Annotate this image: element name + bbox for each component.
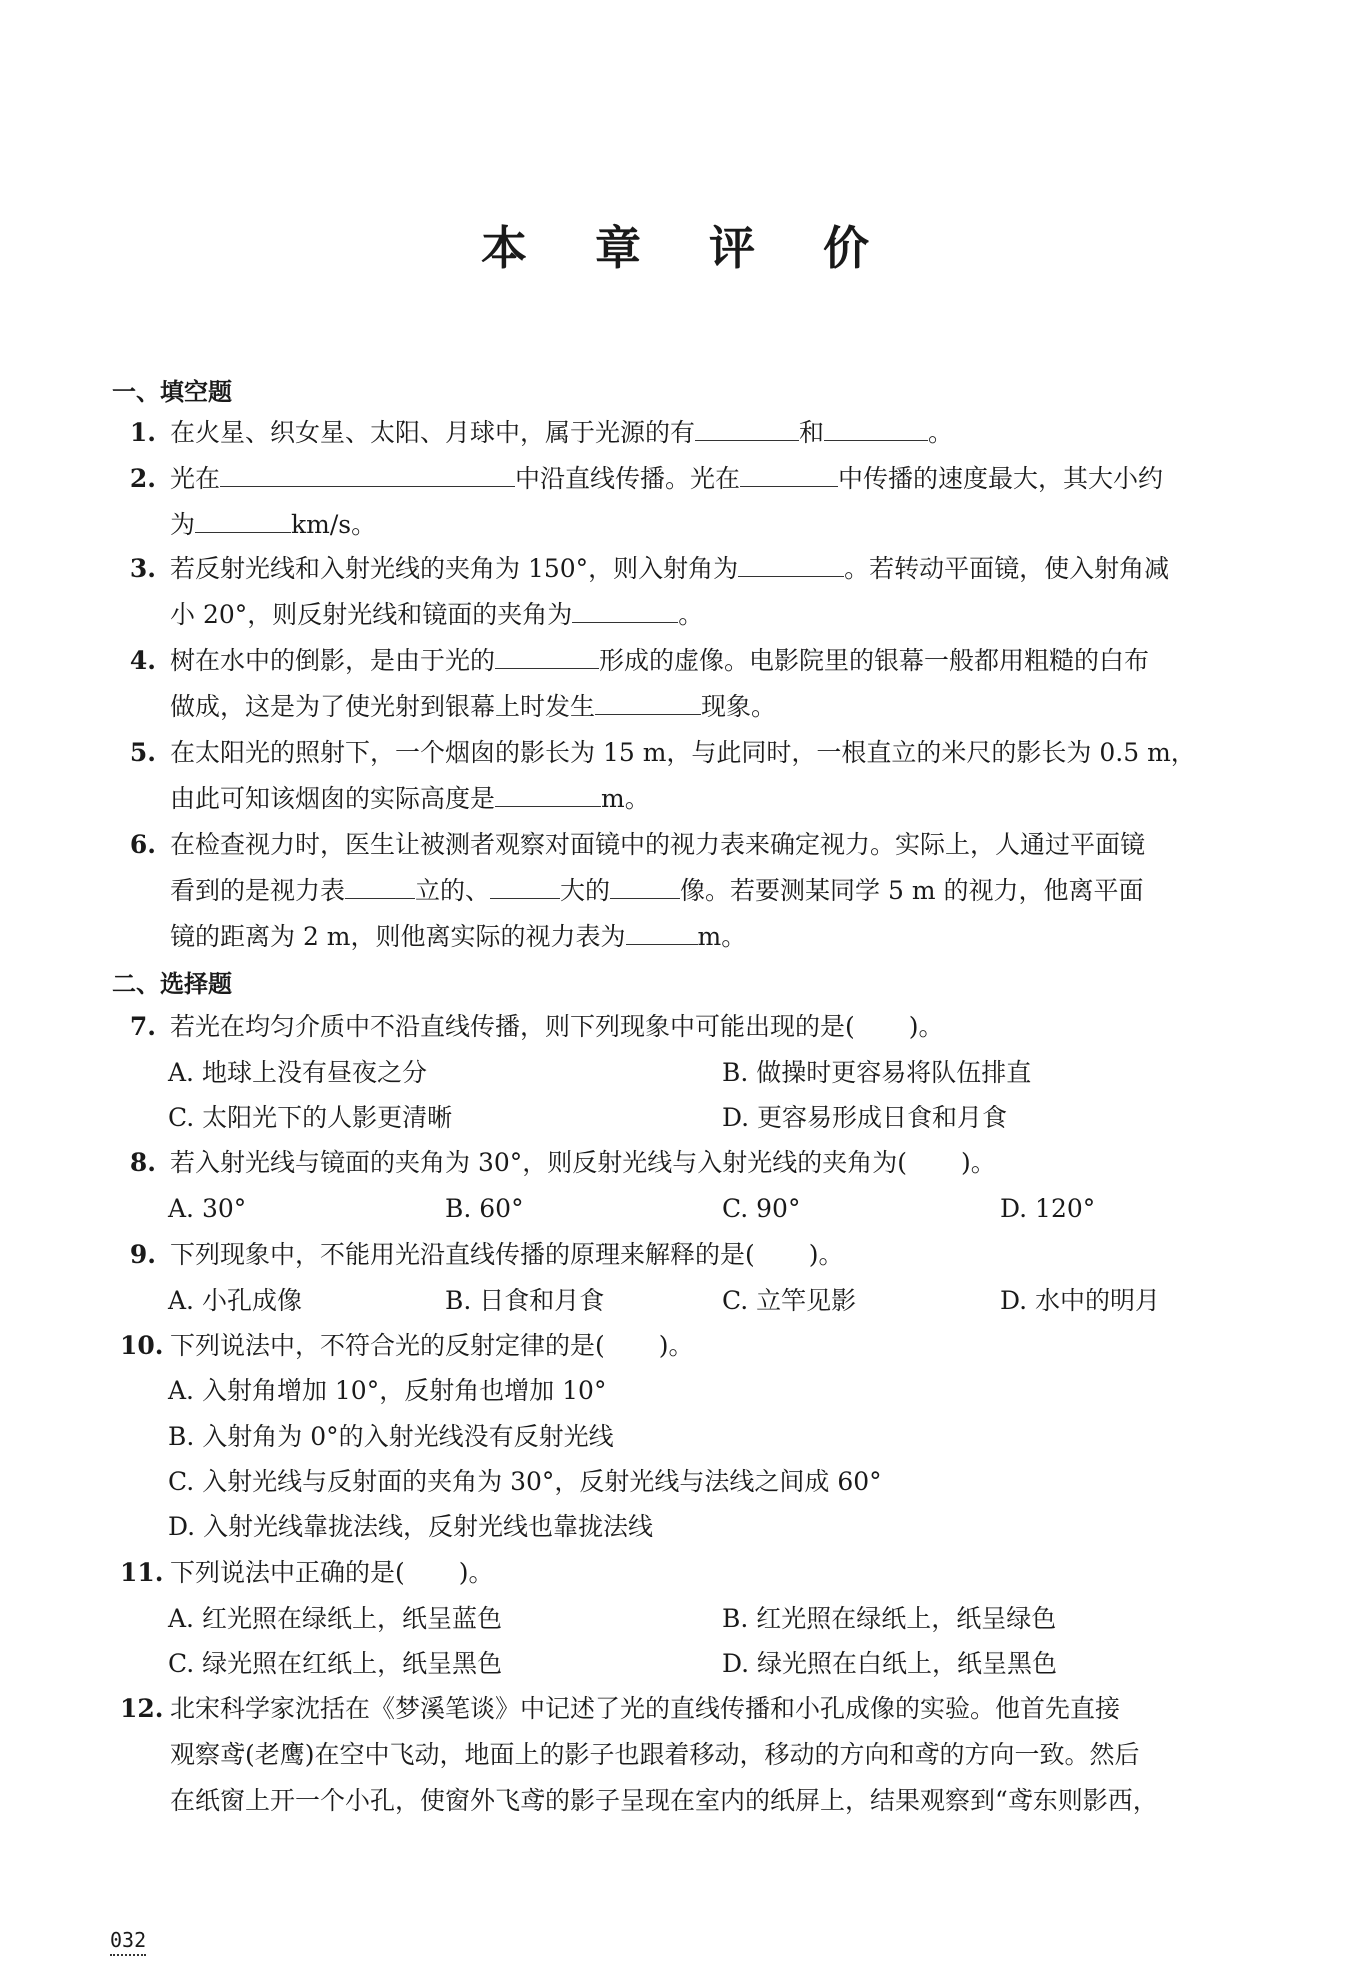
question-2 bbox=[170, 456, 1240, 502]
question-11 bbox=[170, 1550, 1240, 1596]
question-text: m。 bbox=[697, 922, 747, 951]
option-c[interactable]: C. 90° bbox=[722, 1194, 801, 1223]
question-text: )。 bbox=[908, 1012, 944, 1041]
option-a[interactable]: A. 地球上没有昼夜之分 bbox=[168, 1058, 427, 1087]
question-text: 下列现象中，不能用光沿直线传播的原理来解释的是( bbox=[170, 1240, 755, 1269]
question-text: 下列说法中，不符合光的反射定律的是( bbox=[170, 1331, 605, 1360]
question-5 bbox=[170, 730, 1240, 776]
answer-blank[interactable] bbox=[610, 870, 680, 899]
question-text: 在火星、织女星、太阳、月球中，属于光源的有 bbox=[170, 418, 696, 447]
question-text: 光在 bbox=[170, 464, 221, 493]
question-text: 大的 bbox=[560, 876, 611, 905]
option-c[interactable]: C. 入射光线与反射面的夹角为 30°，反射光线与法线之间成 60° bbox=[168, 1467, 882, 1496]
option-b[interactable]: B. 日食和月食 bbox=[445, 1286, 605, 1315]
question-text: 镜的距离为 2 m，则他离实际的视力表为 bbox=[170, 922, 626, 951]
option-d[interactable]: D. 水中的明月 bbox=[1000, 1286, 1161, 1315]
question-8 bbox=[170, 1140, 1240, 1186]
question-number: 10. bbox=[120, 1331, 164, 1360]
question-text: 看到的是视力表 bbox=[170, 876, 346, 905]
page-number: 032 bbox=[110, 1928, 146, 1956]
option-d[interactable]: D. 绿光照在白纸上，纸呈黑色 bbox=[722, 1649, 1058, 1678]
option-b[interactable]: B. 红光照在绿纸上，纸呈绿色 bbox=[722, 1604, 1057, 1633]
answer-blank[interactable] bbox=[490, 870, 560, 899]
question-text: m。 bbox=[601, 784, 650, 813]
option-d[interactable]: D. 更容易形成日食和月食 bbox=[722, 1103, 1008, 1132]
question-text: 中传播的速度最大，其大小约 bbox=[838, 464, 1164, 493]
option-c[interactable]: C. 太阳光下的人影更清晰 bbox=[168, 1103, 453, 1132]
question-number: 3. bbox=[129, 554, 156, 583]
option-b[interactable]: B. 入射角为 0°的入射光线没有反射光线 bbox=[168, 1422, 614, 1451]
question-text: 。若转动平面镜，使入射角减 bbox=[844, 554, 1170, 583]
question-text: 像。若要测某同学 5 m 的视力，他离平面 bbox=[680, 876, 1144, 905]
question-12-line-3: 在纸窗上开一个小孔，使窗外飞鸢的影子呈现在室内的纸屏上，结果观察到“鸢东则影西， bbox=[170, 1786, 1158, 1815]
question-text: 下列说法中正确的是( bbox=[170, 1558, 405, 1587]
question-text: 树在水中的倒影，是由于光的 bbox=[170, 646, 496, 675]
answer-blank[interactable] bbox=[695, 412, 799, 441]
question-number: 5. bbox=[129, 738, 156, 767]
question-number: 12. bbox=[120, 1694, 164, 1723]
option-d[interactable]: D. 入射光线靠拢法线，反射光线也靠拢法线 bbox=[168, 1512, 654, 1541]
question-text: )。 bbox=[658, 1331, 694, 1360]
option-b[interactable]: B. 做操时更容易将队伍排直 bbox=[722, 1058, 1032, 1087]
option-a[interactable]: A. 30° bbox=[168, 1194, 247, 1223]
question-6 bbox=[170, 822, 1240, 868]
question-text: 做成，这是为了使光射到银幕上时发生 bbox=[170, 692, 596, 721]
question-text: 。 bbox=[678, 600, 704, 629]
answer-blank[interactable] bbox=[626, 916, 698, 945]
option-a[interactable]: A. 小孔成像 bbox=[168, 1286, 302, 1315]
question-4 bbox=[170, 638, 1240, 684]
option-c[interactable]: C. 立竿见影 bbox=[722, 1286, 857, 1315]
answer-blank[interactable] bbox=[738, 548, 844, 577]
question-10 bbox=[170, 1323, 1240, 1369]
question-3 bbox=[170, 546, 1240, 592]
question-1 bbox=[170, 410, 1240, 456]
answer-blank[interactable] bbox=[195, 504, 291, 533]
question-text: 若反射光线和入射光线的夹角为 150°，则入射角为 bbox=[170, 554, 739, 583]
question-number: 4. bbox=[129, 646, 156, 675]
question-number: 1. bbox=[129, 418, 156, 447]
question-text: 若光在均匀介质中不沿直线传播，则下列现象中可能出现的是( bbox=[170, 1012, 855, 1041]
question-text: 为 bbox=[170, 510, 196, 539]
question-text: 若入射光线与镜面的夹角为 30°，则反射光线与入射光线的夹角为( bbox=[170, 1148, 908, 1177]
question-number: 6. bbox=[129, 830, 156, 859]
answer-blank[interactable] bbox=[345, 870, 415, 899]
question-12-line-2: 观察鸢(老鹰)在空中飞动，地面上的影子也跟着移动，移动的方向和鸢的方向一致。然后 bbox=[170, 1740, 1140, 1769]
question-text: 现象。 bbox=[701, 692, 777, 721]
question-text: 。 bbox=[928, 418, 954, 447]
question-text: 在检查视力时，医生让被测者观察对面镜中的视力表来确定视力。实际上，人通过平面镜 bbox=[170, 830, 1146, 859]
question-7 bbox=[170, 1004, 1240, 1050]
question-number: 11. bbox=[120, 1558, 164, 1587]
question-9 bbox=[170, 1232, 1240, 1278]
question-12-line-1: 北宋科学家沈括在《梦溪笔谈》中记述了光的直线传播和小孔成像的实验。他首先直接 bbox=[170, 1694, 1121, 1723]
option-c[interactable]: C. 绿光照在红纸上，纸呈黑色 bbox=[168, 1649, 503, 1678]
option-b[interactable]: B. 60° bbox=[445, 1194, 524, 1223]
question-number: 7. bbox=[129, 1012, 156, 1041]
question-text: 中沿直线传播。光在 bbox=[515, 464, 741, 493]
page-title: 本 章 评 价 bbox=[480, 221, 896, 275]
answer-blank[interactable] bbox=[495, 778, 601, 807]
question-text: 立的、 bbox=[415, 876, 491, 905]
answer-blank[interactable] bbox=[595, 686, 701, 715]
question-5-continued bbox=[170, 776, 1240, 822]
question-number: 2. bbox=[129, 464, 156, 493]
question-text: 和 bbox=[799, 418, 825, 447]
question-text: 形成的虚像。电影院里的银幕一般都用粗糙的白布 bbox=[599, 646, 1150, 675]
question-3-continued bbox=[170, 592, 1240, 638]
question-text: km/s。 bbox=[291, 510, 377, 539]
answer-blank[interactable] bbox=[824, 412, 928, 441]
question-number: 8. bbox=[129, 1148, 156, 1177]
question-text: 小 20°，则反射光线和镜面的夹角为 bbox=[170, 600, 573, 629]
question-text: )。 bbox=[458, 1558, 494, 1587]
question-text: 由此可知该烟囱的实际高度是 bbox=[170, 784, 496, 813]
question-2-continued bbox=[170, 502, 1240, 548]
answer-blank[interactable] bbox=[572, 594, 678, 623]
question-text: )。 bbox=[961, 1148, 996, 1177]
option-a[interactable]: A. 红光照在绿纸上，纸呈蓝色 bbox=[168, 1604, 502, 1633]
question-number: 9. bbox=[129, 1240, 156, 1269]
answer-blank[interactable] bbox=[740, 458, 838, 487]
option-a[interactable]: A. 入射角增加 10°，反射角也增加 10° bbox=[168, 1376, 607, 1405]
section-heading-choice: 二、选择题 bbox=[112, 970, 232, 998]
question-text: )。 bbox=[808, 1240, 844, 1269]
answer-blank[interactable] bbox=[495, 640, 599, 669]
section-heading-fill-in: 一、填空题 bbox=[112, 378, 232, 406]
question-text: 在太阳光的照射下，一个烟囱的影长为 15 m，与此同时，一根直立的米尺的影长为 0.5 m， bbox=[170, 738, 1196, 767]
question-4-continued bbox=[170, 684, 1240, 730]
answer-blank[interactable] bbox=[220, 458, 515, 487]
question-6-continued bbox=[170, 914, 1240, 960]
question-6-continued bbox=[170, 868, 1240, 914]
option-d[interactable]: D. 120° bbox=[1000, 1194, 1096, 1223]
